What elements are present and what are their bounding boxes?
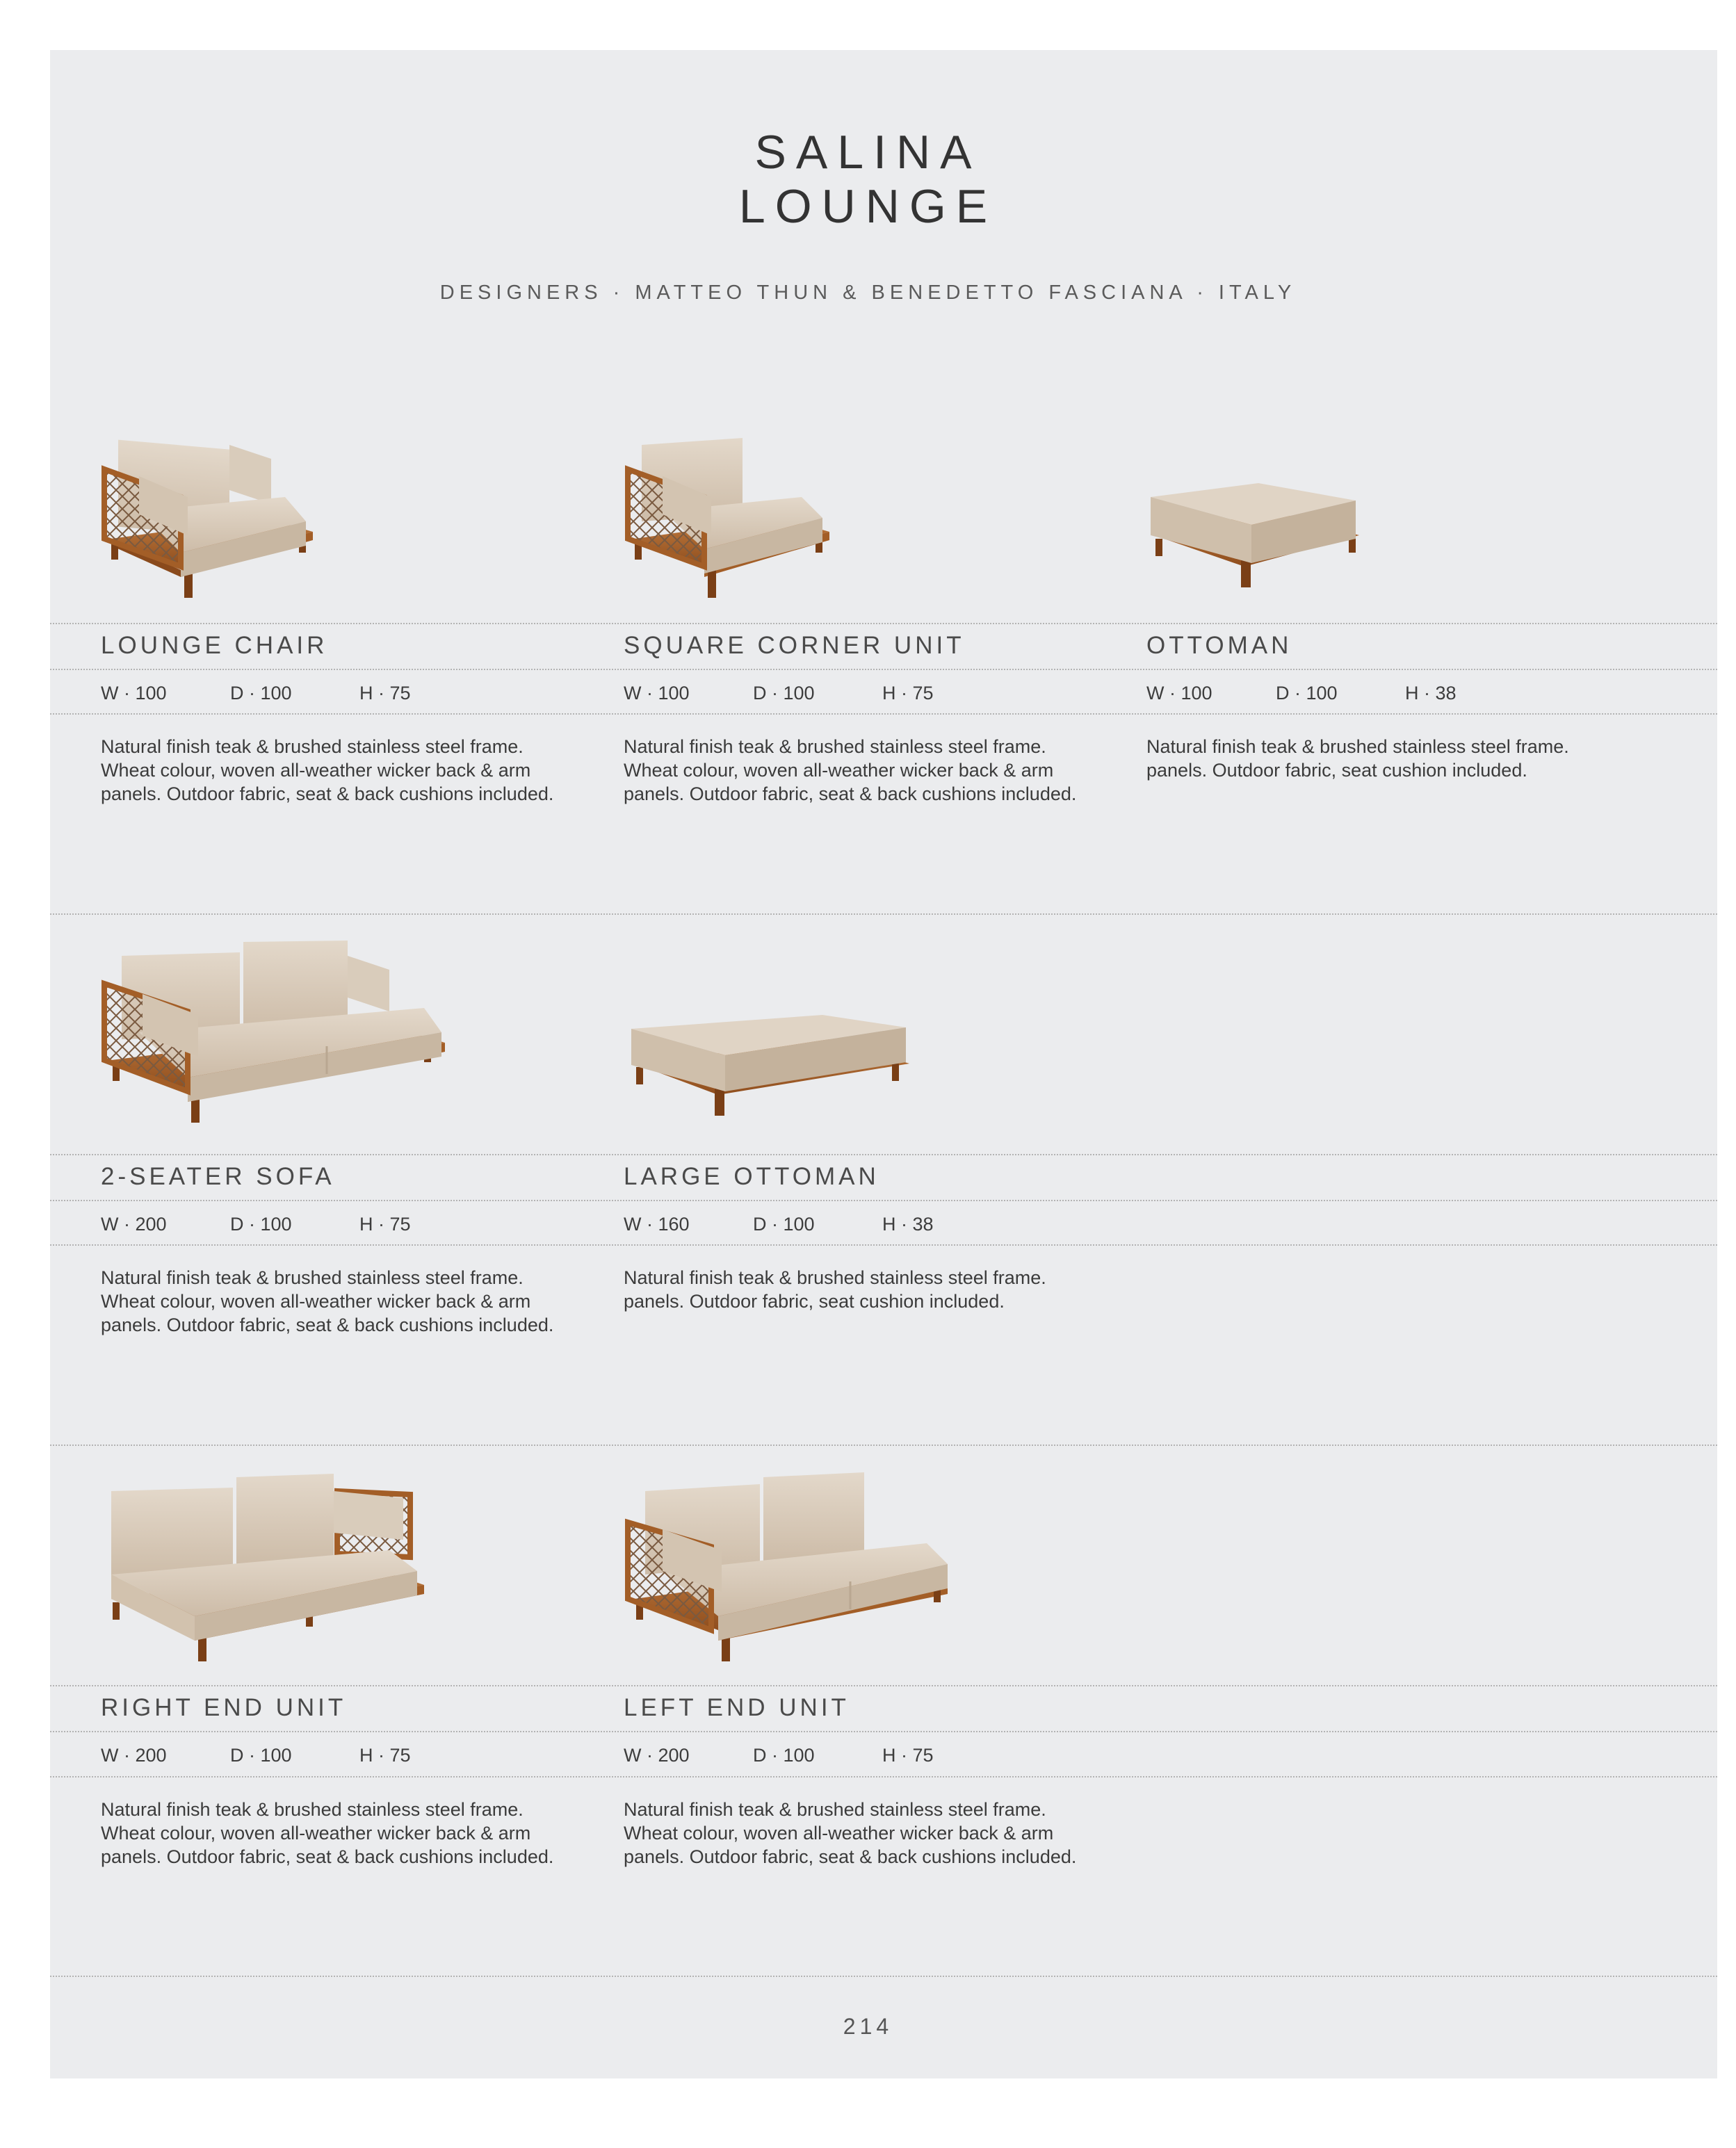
description-line: Natural finish teak & brushed stainless steel frame. [101, 1267, 524, 1288]
description-line: panels. Outdoor fabric, seat cushion included. [1146, 760, 1527, 781]
description-line: Natural finish teak & brushed stainless steel frame. [101, 736, 524, 757]
description-line: panels. Outdoor fabric, seat & back cushions included. [624, 783, 1077, 804]
divider [50, 669, 1717, 670]
product-description [1146, 735, 1633, 782]
dimension-height: H · 38 [882, 1214, 934, 1235]
dimension-depth: D · 100 [753, 1745, 815, 1766]
description-line: Wheat colour, woven all-weather wicker back & arm [624, 1823, 1054, 1844]
divider [50, 1154, 1717, 1155]
divider [50, 1200, 1717, 1201]
description-line: Wheat colour, woven all-weather wicker back & arm [101, 1291, 531, 1312]
dimension-height: H · 75 [882, 1745, 934, 1766]
description-line: Natural finish teak & brushed stainless steel frame. [624, 1267, 1046, 1288]
divider [50, 1685, 1717, 1686]
page-number: 214 [843, 2014, 893, 2039]
dimension-height: H · 75 [359, 683, 411, 703]
large-ottoman-image [621, 1001, 920, 1140]
dimension-width: W · 200 [101, 1745, 167, 1766]
dimension-depth: D · 100 [753, 683, 815, 703]
dimension-depth: D · 100 [230, 1214, 292, 1235]
product-description [101, 735, 587, 806]
product-description [624, 1798, 1110, 1869]
dimension-width: W · 100 [101, 683, 167, 703]
product-name: LOUNGE CHAIR [101, 632, 328, 659]
dimension-depth: D · 100 [753, 1214, 815, 1235]
dimension-depth: D · 100 [1276, 683, 1338, 703]
dimension-height: H · 75 [359, 1745, 411, 1766]
dimension-width: W · 200 [101, 1214, 167, 1235]
divider [50, 623, 1717, 624]
right-end-unit-image [97, 1460, 438, 1675]
dimension-depth: D · 100 [230, 1745, 292, 1766]
divider [50, 713, 1717, 715]
dimension-width: W · 160 [624, 1214, 690, 1235]
two-seater-sofa-image [97, 928, 459, 1137]
description-line: Natural finish teak & brushed stainless steel frame. [624, 736, 1046, 757]
description-line: panels. Outdoor fabric, seat & back cushions included. [624, 1846, 1077, 1867]
divider [50, 1776, 1717, 1777]
description-line: panels. Outdoor fabric, seat & back cushions included. [101, 1315, 554, 1335]
dimension-height: H · 75 [359, 1214, 411, 1235]
divider [50, 1976, 1717, 1977]
dimension-width: W · 100 [624, 683, 690, 703]
divider [50, 913, 1717, 915]
product-name: 2-SEATER SOFA [101, 1163, 335, 1190]
divider [50, 1445, 1717, 1446]
designers-subtitle: DESIGNERS · MATTEO THUN & BENEDETTO FASCIANA · ITALY [439, 282, 1297, 304]
dimension-width: W · 200 [624, 1745, 690, 1766]
product-name: RIGHT END UNIT [101, 1694, 347, 1721]
ottoman-image [1140, 473, 1370, 612]
description-line: Natural finish teak & brushed stainless steel frame. [624, 1799, 1046, 1820]
description-line: Wheat colour, woven all-weather wicker back & arm [624, 760, 1054, 781]
dimension-height: H · 75 [882, 683, 934, 703]
divider [50, 1244, 1717, 1246]
description-line: Natural finish teak & brushed stainless steel frame. [101, 1799, 524, 1820]
square-corner-unit-image [621, 428, 850, 608]
product-name: SQUARE CORNER UNIT [624, 632, 965, 659]
page-title-line-1: SALINA [754, 126, 982, 179]
description-line: Natural finish teak & brushed stainless steel frame. [1146, 736, 1569, 757]
product-description [101, 1266, 587, 1337]
description-line: panels. Outdoor fabric, seat & back cushions included. [101, 1846, 554, 1867]
product-name: LARGE OTTOMAN [624, 1163, 879, 1190]
product-name: OTTOMAN [1146, 632, 1292, 659]
product-name: LEFT END UNIT [624, 1694, 850, 1721]
left-end-unit-image [621, 1460, 962, 1675]
lounge-chair-image [97, 428, 327, 608]
description-line: panels. Outdoor fabric, seat cushion included. [624, 1291, 1005, 1312]
product-description [624, 735, 1110, 806]
dimension-height: H · 38 [1405, 683, 1457, 703]
dimension-width: W · 100 [1146, 683, 1212, 703]
description-line: Wheat colour, woven all-weather wicker back & arm [101, 760, 531, 781]
page-title-line-2: LOUNGE [738, 180, 998, 233]
description-line: panels. Outdoor fabric, seat & back cushions included. [101, 783, 554, 804]
product-description [101, 1798, 587, 1869]
dimension-depth: D · 100 [230, 683, 292, 703]
description-line: Wheat colour, woven all-weather wicker back & arm [101, 1823, 531, 1844]
product-description [624, 1266, 1110, 1313]
divider [50, 1731, 1717, 1732]
